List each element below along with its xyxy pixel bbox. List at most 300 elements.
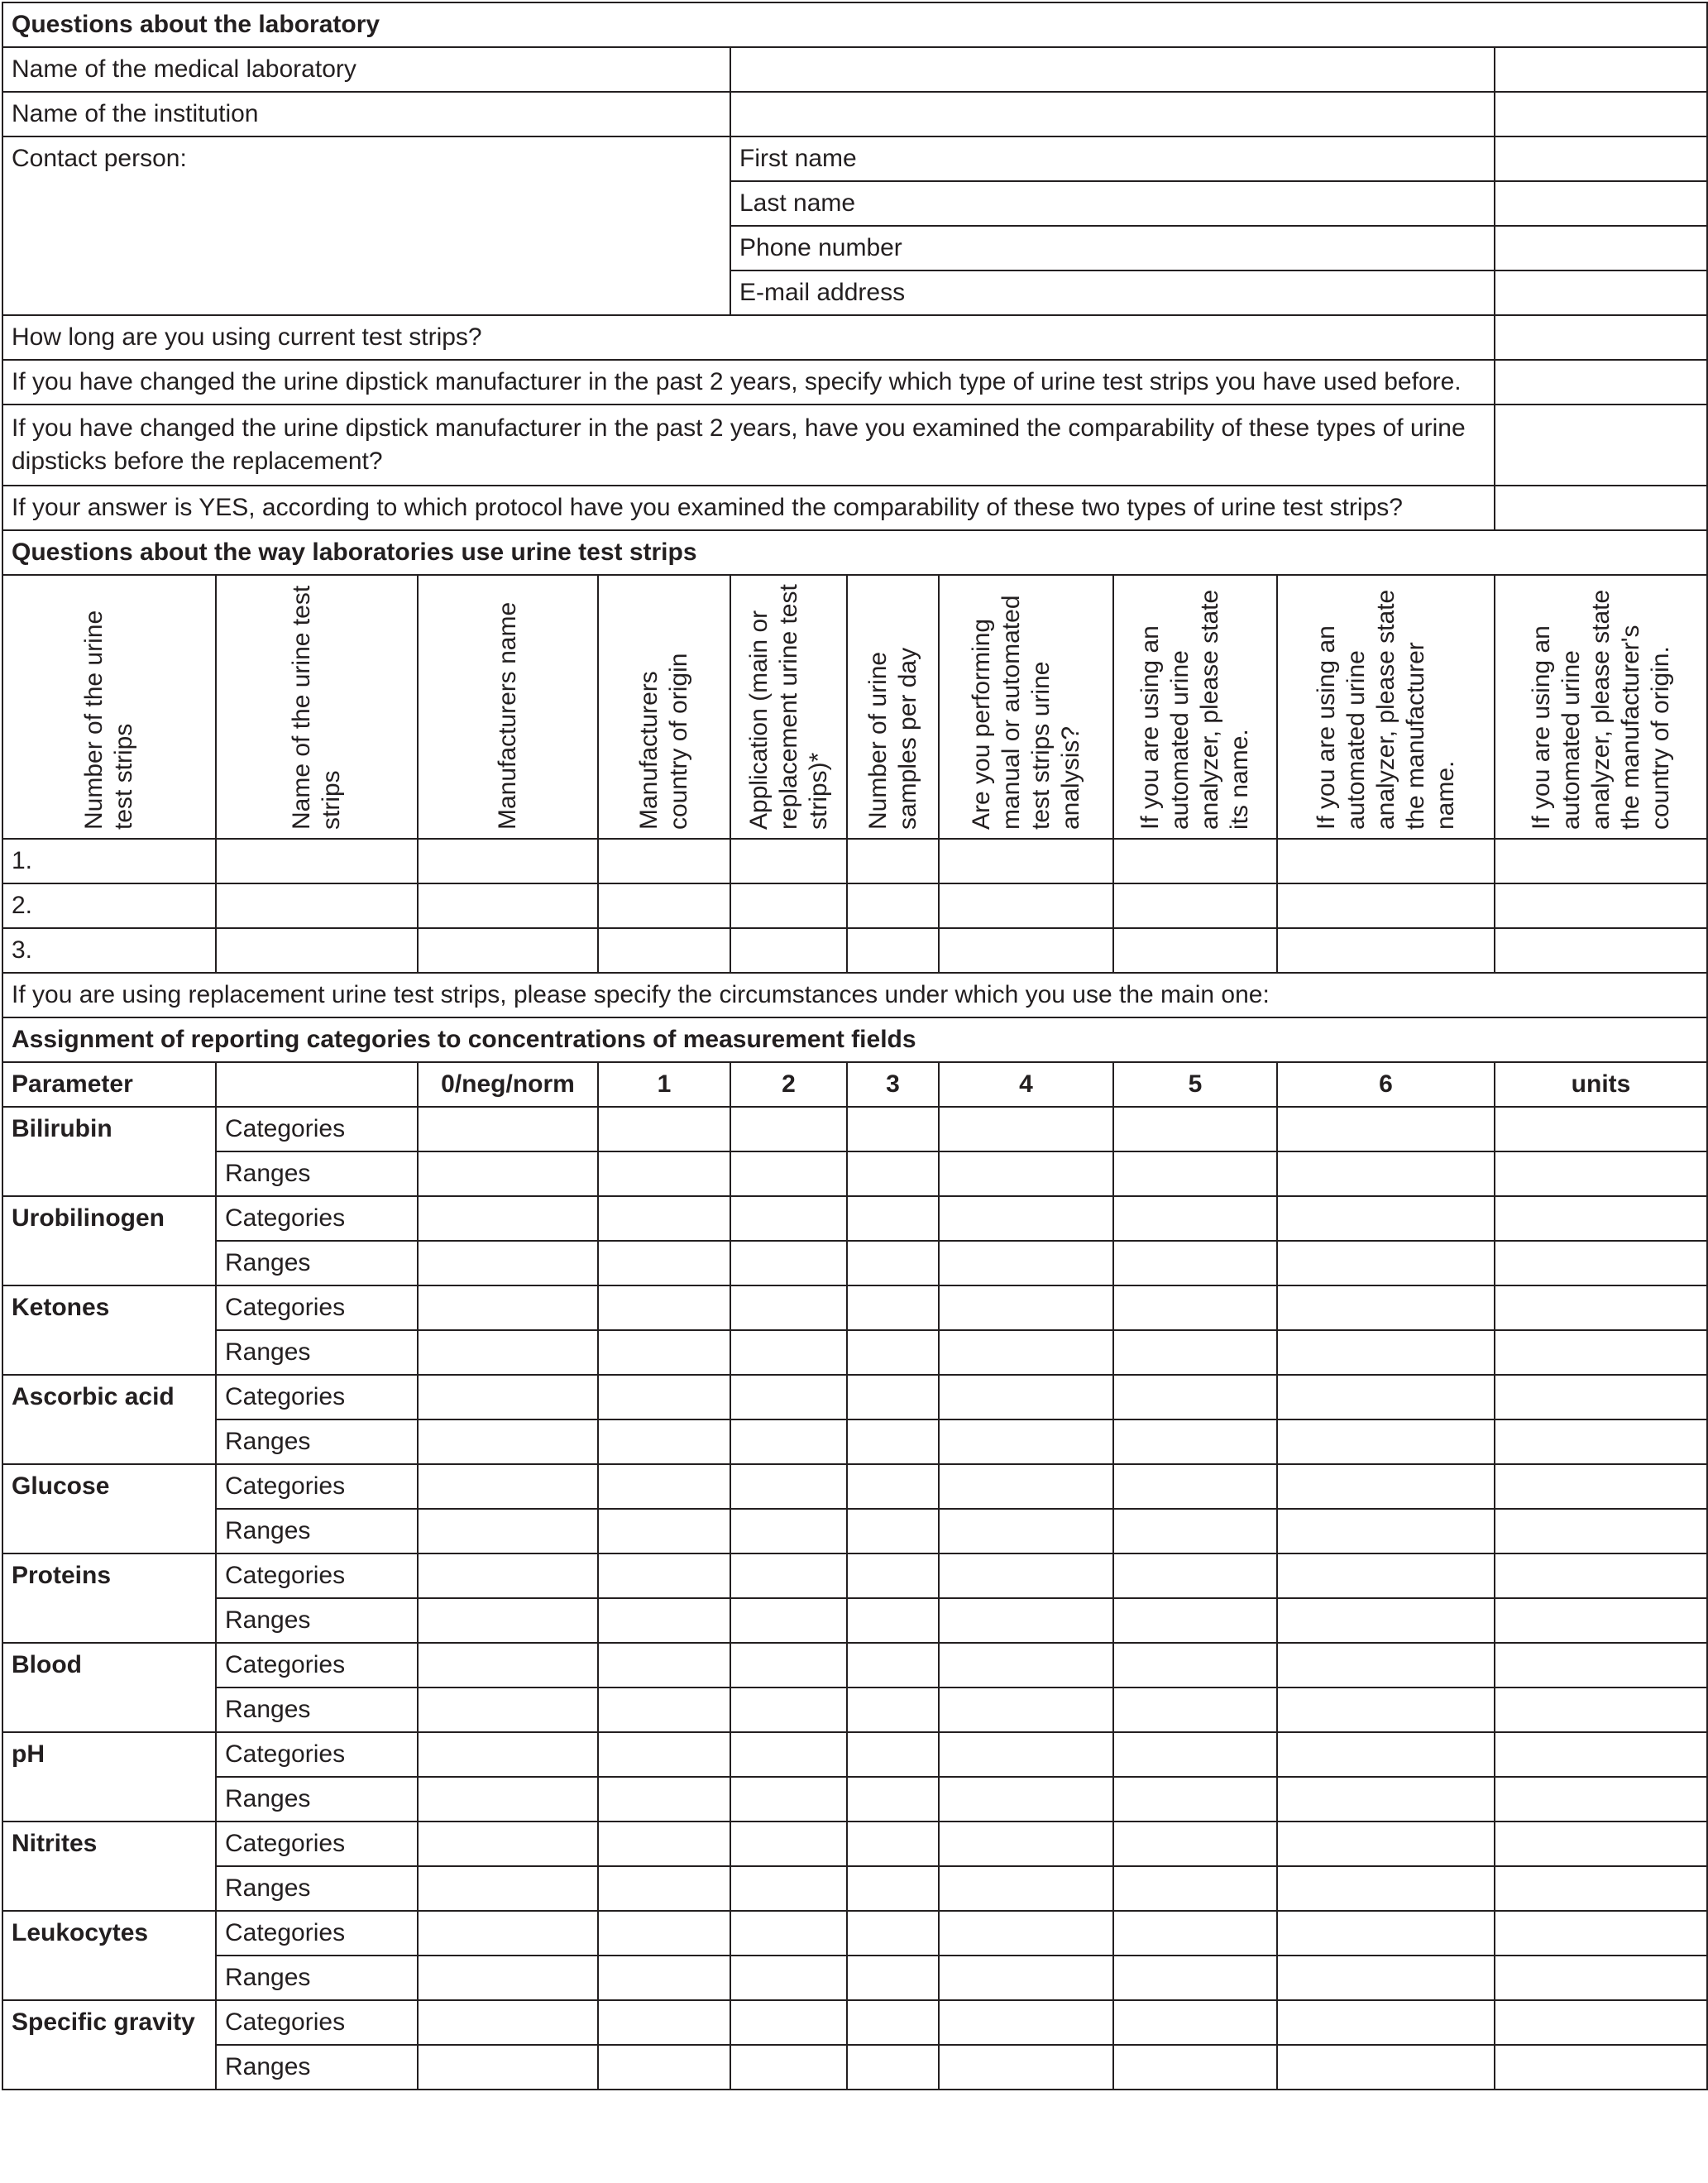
email-field[interactable]: [1495, 270, 1707, 315]
strip-entry-cell[interactable]: [598, 928, 730, 973]
parameter-value-cell[interactable]: [418, 1553, 598, 1598]
parameter-value-cell[interactable]: [418, 1598, 598, 1643]
phone-label: Phone number: [730, 226, 1495, 270]
ranges-label: Ranges: [216, 1241, 418, 1285]
parameter-value-cell[interactable]: [1277, 1956, 1495, 2000]
parameter-value-cell[interactable]: [1277, 1688, 1495, 1732]
units-header: units: [1495, 1062, 1707, 1107]
parameter-value-cell[interactable]: [1277, 1285, 1495, 1330]
parameter-value-cell[interactable]: [847, 1866, 939, 1911]
parameter-value-cell[interactable]: [1113, 1419, 1277, 1464]
parameter-value-cell[interactable]: [939, 1509, 1113, 1553]
lab-name-field[interactable]: [730, 47, 1495, 92]
parameter-value-cell[interactable]: [1495, 1375, 1707, 1419]
section1-title-row: [2, 2, 1707, 47]
parameter-value-cell[interactable]: [1495, 1419, 1707, 1464]
parameter-value-cell[interactable]: [730, 1196, 847, 1241]
strip-entry-cell[interactable]: [418, 883, 598, 928]
parameter-value-cell[interactable]: [847, 1509, 939, 1553]
ranges-label: Ranges: [216, 1598, 418, 1643]
institution-field[interactable]: [730, 92, 1495, 136]
comparability-question: If you have changed the urine dipstick manufacturer in the past 2 years, have you examined the comparability of these types of urine dipsticks before the replacement?: [2, 405, 1495, 486]
parameter-value-cell[interactable]: [1495, 1285, 1707, 1330]
parameter-value-cell[interactable]: [939, 1777, 1113, 1822]
parameter-value-cell[interactable]: [847, 1822, 939, 1866]
parameter-value-cell[interactable]: [847, 1330, 939, 1375]
parameter-value-cell[interactable]: [598, 1419, 730, 1464]
parameter-value-cell[interactable]: [598, 1598, 730, 1643]
parameter-value-cell[interactable]: [1277, 1598, 1495, 1643]
parameter-value-cell[interactable]: [1277, 1464, 1495, 1509]
parameter-value-cell[interactable]: [598, 1732, 730, 1777]
strip-entry-cell[interactable]: [939, 883, 1113, 928]
parameter-value-cell[interactable]: [1113, 1822, 1277, 1866]
strip-entry-number: 1.: [2, 839, 216, 883]
contact-person-label: Contact person:: [2, 136, 730, 315]
parameter-value-cell[interactable]: [1277, 1553, 1495, 1598]
parameter-value-cell[interactable]: [1113, 2000, 1277, 2045]
parameter-value-cell[interactable]: [1495, 1196, 1707, 1241]
parameter-value-cell[interactable]: [418, 1196, 598, 1241]
parameter-value-cell[interactable]: [418, 1911, 598, 1956]
parameter-value-cell[interactable]: [847, 1464, 939, 1509]
protocol-answer-field[interactable]: [1495, 486, 1707, 530]
parameter-value-cell[interactable]: [847, 1777, 939, 1822]
parameter-value-cell[interactable]: [939, 1732, 1113, 1777]
parameter-value-cell[interactable]: [1113, 1375, 1277, 1419]
parameter-value-cell[interactable]: [1495, 1598, 1707, 1643]
parameter-value-cell[interactable]: [598, 1643, 730, 1688]
strip-entry-cell[interactable]: [847, 883, 939, 928]
parameter-value-cell[interactable]: [418, 1151, 598, 1196]
strip-usage-column-label: If you are using an automated urine analyzer, please state its name.: [1136, 589, 1253, 830]
parameter-ranges-row: [2, 1688, 1707, 1732]
parameter-value-cell[interactable]: [847, 1598, 939, 1643]
parameter-categories-row: [2, 1285, 1707, 1330]
parameter-value-cell[interactable]: [418, 2000, 598, 2045]
institution-row: [2, 92, 1707, 136]
parameter-value-cell[interactable]: [1277, 1151, 1495, 1196]
parameter-value-cell[interactable]: [1113, 1464, 1277, 1509]
strip-usage-column-header: [216, 575, 418, 839]
section3-title: Assignment of reporting categories to concentrations of measurement fields: [2, 1017, 1707, 1062]
parameter-value-cell[interactable]: [730, 1911, 847, 1956]
replacement-note-row: [2, 973, 1707, 1017]
duration-answer-field[interactable]: [1495, 315, 1707, 360]
parameter-value-cell[interactable]: [939, 2045, 1113, 2090]
changed-row: [2, 360, 1707, 405]
parameter-value-cell[interactable]: [847, 1285, 939, 1330]
parameter-value-cell[interactable]: [730, 1732, 847, 1777]
parameter-categories-row: [2, 1553, 1707, 1598]
parameter-value-cell[interactable]: [847, 1375, 939, 1419]
parameter-value-cell[interactable]: [418, 1688, 598, 1732]
category-3-header: 3: [847, 1062, 939, 1107]
parameter-value-cell[interactable]: [1495, 1464, 1707, 1509]
lab-name-row: [2, 47, 1707, 92]
strip-usage-column-header: [1277, 575, 1495, 839]
parameter-value-cell[interactable]: [939, 1285, 1113, 1330]
strip-entry-cell[interactable]: [939, 839, 1113, 883]
parameter-value-cell[interactable]: [1277, 1866, 1495, 1911]
parameter-value-cell[interactable]: [1495, 1777, 1707, 1822]
changed-answer-field[interactable]: [1495, 360, 1707, 405]
first-name-field[interactable]: [1495, 136, 1707, 181]
parameter-value-cell[interactable]: [730, 1777, 847, 1822]
parameter-value-cell[interactable]: [1495, 1643, 1707, 1688]
strip-usage-column-label: Are you performing manual or automated test strips urine analysis?: [967, 595, 1084, 830]
strip-entry-cell[interactable]: [730, 883, 847, 928]
parameter-value-cell[interactable]: [598, 1196, 730, 1241]
last-name-label: Last name: [730, 181, 1495, 226]
neg-norm-header: 0/neg/norm: [418, 1062, 598, 1107]
categories-label: Categories: [216, 1732, 418, 1777]
parameter-value-cell[interactable]: [730, 1822, 847, 1866]
parameter-value-cell[interactable]: [939, 1419, 1113, 1464]
parameter-value-cell[interactable]: [939, 1911, 1113, 1956]
strip-entry-number: 2.: [2, 883, 216, 928]
parameter-value-cell[interactable]: [418, 1732, 598, 1777]
strip-usage-column-label: Name of the urine test strips: [288, 585, 345, 830]
categories-label: Categories: [216, 1911, 418, 1956]
strip-entry-cell[interactable]: [216, 839, 418, 883]
parameter-value-cell[interactable]: [598, 1241, 730, 1285]
strip-entry-number: 3.: [2, 928, 216, 973]
parameter-value-cell[interactable]: [1277, 1107, 1495, 1151]
parameter-value-cell[interactable]: [598, 1464, 730, 1509]
strip-usage-column-header: [1495, 575, 1707, 839]
parameter-value-cell[interactable]: [1113, 1107, 1277, 1151]
parameter-value-cell[interactable]: [730, 1419, 847, 1464]
strip-usage-column-header: [2, 575, 216, 839]
parameter-value-cell[interactable]: [847, 1643, 939, 1688]
parameter-value-cell[interactable]: [730, 1241, 847, 1285]
lab-name-extra-field[interactable]: [1495, 47, 1707, 92]
parameter-value-cell[interactable]: [730, 1598, 847, 1643]
parameter-value-cell[interactable]: [418, 1107, 598, 1151]
parameter-value-cell[interactable]: [1113, 1330, 1277, 1375]
parameter-value-cell[interactable]: [598, 2045, 730, 2090]
parameter-value-cell[interactable]: [847, 1241, 939, 1285]
parameter-value-cell[interactable]: [1277, 2045, 1495, 2090]
parameter-value-cell[interactable]: [730, 1956, 847, 2000]
parameter-value-cell[interactable]: [1277, 1419, 1495, 1464]
parameter-categories-row: [2, 1196, 1707, 1241]
parameter-value-cell[interactable]: [418, 1822, 598, 1866]
parameter-value-cell[interactable]: [847, 1107, 939, 1151]
parameter-value-cell[interactable]: [939, 2000, 1113, 2045]
parameter-value-cell[interactable]: [1495, 1509, 1707, 1553]
parameter-value-cell[interactable]: [939, 1643, 1113, 1688]
parameter-value-cell[interactable]: [418, 1509, 598, 1553]
parameter-value-cell[interactable]: [1113, 1688, 1277, 1732]
parameter-value-cell[interactable]: [1113, 1285, 1277, 1330]
parameter-value-cell[interactable]: [730, 2045, 847, 2090]
parameter-value-cell[interactable]: [939, 1598, 1113, 1643]
parameter-value-cell[interactable]: [847, 2000, 939, 2045]
strip-usage-column-header: [939, 575, 1113, 839]
strip-entry-cell[interactable]: [598, 883, 730, 928]
urine-strip-questionnaire-form: [2, 2, 1706, 2090]
parameter-value-cell[interactable]: [730, 1151, 847, 1196]
parameter-value-cell[interactable]: [418, 1866, 598, 1911]
strip-entry-cell[interactable]: [847, 839, 939, 883]
parameter-value-cell[interactable]: [1113, 1553, 1277, 1598]
parameter-value-cell[interactable]: [939, 1956, 1113, 2000]
parameter-value-cell[interactable]: [418, 1777, 598, 1822]
replacement-note[interactable]: If you are using replacement urine test strips, please specify the circumstances under which you use the main one:: [2, 973, 1707, 1017]
categories-label: Categories: [216, 1464, 418, 1509]
parameter-value-cell[interactable]: [847, 1688, 939, 1732]
parameter-value-cell[interactable]: [730, 1107, 847, 1151]
parameter-value-cell[interactable]: [418, 1956, 598, 2000]
parameter-value-cell[interactable]: [418, 1285, 598, 1330]
ranges-label: Ranges: [216, 2045, 418, 2090]
parameter-value-cell[interactable]: [1113, 1956, 1277, 2000]
parameter-value-cell[interactable]: [598, 1285, 730, 1330]
strip-entry-cell[interactable]: [1495, 883, 1707, 928]
strip-entry-cell[interactable]: [418, 839, 598, 883]
categories-label: Categories: [216, 1375, 418, 1419]
strip-entry-cell[interactable]: [216, 928, 418, 973]
parameter-value-cell[interactable]: [847, 1732, 939, 1777]
strip-entry-cell[interactable]: [1495, 839, 1707, 883]
strip-usage-column-header: [847, 575, 939, 839]
parameter-value-cell[interactable]: [1277, 1375, 1495, 1419]
strip-entry-cell[interactable]: [1277, 928, 1495, 973]
parameter-value-cell[interactable]: [598, 1688, 730, 1732]
parameter-value-cell[interactable]: [1113, 1866, 1277, 1911]
parameter-categories-row: [2, 1911, 1707, 1956]
parameter-value-cell[interactable]: [418, 2045, 598, 2090]
strip-usage-column-label: Number of urine samples per day: [864, 647, 921, 830]
strip-usage-column-label: Manufacturers country of origin: [635, 653, 692, 830]
strip-usage-column-header: [418, 575, 598, 839]
parameter-value-cell[interactable]: [939, 1464, 1113, 1509]
parameter-value-cell[interactable]: [418, 1375, 598, 1419]
parameter-value-cell[interactable]: [418, 1241, 598, 1285]
parameter-categories-row: [2, 1643, 1707, 1688]
parameter-value-cell[interactable]: [1277, 1241, 1495, 1285]
strip-entry-cell[interactable]: [1113, 928, 1277, 973]
parameter-ranges-row: [2, 1777, 1707, 1822]
strip-entry-cell[interactable]: [1277, 839, 1495, 883]
parameter-value-cell[interactable]: [939, 1107, 1113, 1151]
phone-field[interactable]: [1495, 226, 1707, 270]
parameter-value-cell[interactable]: [1495, 1107, 1707, 1151]
parameter-value-cell[interactable]: [598, 1911, 730, 1956]
parameter-value-cell[interactable]: [598, 1509, 730, 1553]
parameter-value-cell[interactable]: [598, 1822, 730, 1866]
category-5-header: 5: [1113, 1062, 1277, 1107]
first-name-label: First name: [730, 136, 1495, 181]
institution-extra-field[interactable]: [1495, 92, 1707, 136]
parameter-value-cell[interactable]: [847, 1911, 939, 1956]
category-2-header: 2: [730, 1062, 847, 1107]
parameter-value-cell[interactable]: [1113, 1196, 1277, 1241]
parameter-value-cell[interactable]: [598, 2000, 730, 2045]
strip-usage-column-label: Application (main or replacement urine test strips)*: [744, 584, 832, 830]
parameter-value-cell[interactable]: [598, 1151, 730, 1196]
parameter-value-cell[interactable]: [939, 1688, 1113, 1732]
parameter-ranges-row: [2, 1419, 1707, 1464]
section1-title: Questions about the laboratory: [2, 2, 1707, 47]
parameter-value-cell[interactable]: [939, 1241, 1113, 1285]
parameter-value-cell[interactable]: [1277, 1196, 1495, 1241]
parameter-name: Ketones: [2, 1285, 216, 1375]
strip-entry-cell[interactable]: [1113, 839, 1277, 883]
parameter-value-cell[interactable]: [939, 1375, 1113, 1419]
parameter-value-cell[interactable]: [847, 1956, 939, 2000]
categories-label: Categories: [216, 1643, 418, 1688]
strip-entry-cell[interactable]: [598, 839, 730, 883]
parameter-categories-row: [2, 1822, 1707, 1866]
strip-entry-cell[interactable]: [939, 928, 1113, 973]
strip-usage-column-label: Manufacturers name: [494, 601, 521, 830]
parameter-value-cell[interactable]: [730, 1866, 847, 1911]
parameter-value-cell[interactable]: [730, 1553, 847, 1598]
section2-title: Questions about the way laboratories use urine test strips: [2, 530, 1707, 575]
parameter-value-cell[interactable]: [1495, 1911, 1707, 1956]
parameter-value-cell[interactable]: [1113, 1777, 1277, 1822]
parameter-value-cell[interactable]: [1113, 1598, 1277, 1643]
parameter-value-cell[interactable]: [1495, 1822, 1707, 1866]
parameter-value-cell[interactable]: [1495, 1956, 1707, 2000]
parameter-name: Nitrites: [2, 1822, 216, 1911]
parameter-name: Proteins: [2, 1553, 216, 1643]
parameter-value-cell[interactable]: [598, 1330, 730, 1375]
strip-usage-column-label: If you are using an automated urine analyzer, please state the manufacturer name.: [1312, 589, 1459, 830]
parameter-value-cell[interactable]: [598, 1375, 730, 1419]
strip-entry-cell[interactable]: [730, 928, 847, 973]
parameter-value-cell[interactable]: [1113, 1241, 1277, 1285]
parameter-value-cell[interactable]: [1113, 1732, 1277, 1777]
lab-name-label: Name of the medical laboratory: [2, 47, 730, 92]
blank-header: [216, 1062, 418, 1107]
strip-entry-cell[interactable]: [730, 839, 847, 883]
parameter-name: Leukocytes: [2, 1911, 216, 2000]
parameter-value-cell[interactable]: [1495, 1151, 1707, 1196]
contact-first-name-row: [2, 136, 1707, 181]
parameter-value-cell[interactable]: [418, 1464, 598, 1509]
parameter-value-cell[interactable]: [847, 1151, 939, 1196]
parameter-value-cell[interactable]: [1277, 1330, 1495, 1375]
parameter-value-cell[interactable]: [939, 1151, 1113, 1196]
parameter-categories-row: [2, 1464, 1707, 1509]
parameter-value-cell[interactable]: [1113, 2045, 1277, 2090]
parameter-value-cell[interactable]: [1113, 1509, 1277, 1553]
parameter-categories-row: [2, 1107, 1707, 1151]
parameter-ranges-row: [2, 1509, 1707, 1553]
parameter-value-cell[interactable]: [1113, 1643, 1277, 1688]
strip-entry-cell[interactable]: [418, 928, 598, 973]
email-label: E-mail address: [730, 270, 1495, 315]
strip-usage-column-label: Number of the urine test strips: [80, 610, 137, 830]
parameter-name: Urobilinogen: [2, 1196, 216, 1285]
strip-entry-cell[interactable]: [216, 883, 418, 928]
parameter-value-cell[interactable]: [939, 1553, 1113, 1598]
parameter-value-cell[interactable]: [1495, 1688, 1707, 1732]
ranges-label: Ranges: [216, 1151, 418, 1196]
parameter-value-cell[interactable]: [1277, 2000, 1495, 2045]
parameter-value-cell[interactable]: [1277, 1732, 1495, 1777]
strip-entry-cell[interactable]: [1495, 928, 1707, 973]
parameter-value-cell[interactable]: [1277, 1822, 1495, 1866]
parameter-value-cell[interactable]: [939, 1330, 1113, 1375]
categories-label: Categories: [216, 1107, 418, 1151]
parameter-value-cell[interactable]: [1495, 1553, 1707, 1598]
strip-entry-cell[interactable]: [847, 928, 939, 973]
parameter-value-cell[interactable]: [1495, 1241, 1707, 1285]
parameter-value-cell[interactable]: [939, 1196, 1113, 1241]
parameter-value-cell[interactable]: [1113, 1911, 1277, 1956]
ranges-label: Ranges: [216, 1956, 418, 2000]
category-1-header: 1: [598, 1062, 730, 1107]
parameter-name: Ascorbic acid: [2, 1375, 216, 1464]
strip-entry-cell[interactable]: [1113, 883, 1277, 928]
parameter-value-cell[interactable]: [1495, 1732, 1707, 1777]
parameter-value-cell[interactable]: [939, 1866, 1113, 1911]
ranges-label: Ranges: [216, 1509, 418, 1553]
parameter-name: Blood: [2, 1643, 216, 1732]
categories-label: Categories: [216, 1553, 418, 1598]
parameter-value-cell[interactable]: [1495, 1330, 1707, 1375]
section2-title-row: [2, 530, 1707, 575]
comparability-answer-field[interactable]: [1495, 405, 1707, 486]
strip-entry-cell[interactable]: [1277, 883, 1495, 928]
parameter-value-cell[interactable]: [1495, 2045, 1707, 2090]
parameter-ranges-row: [2, 1956, 1707, 2000]
protocol-row: [2, 486, 1707, 530]
parameter-value-cell[interactable]: [939, 1822, 1113, 1866]
categories-label: Categories: [216, 1822, 418, 1866]
parameter-value-cell[interactable]: [598, 1107, 730, 1151]
parameter-value-cell[interactable]: [598, 1956, 730, 2000]
parameter-value-cell[interactable]: [1495, 2000, 1707, 2045]
parameter-value-cell[interactable]: [418, 1643, 598, 1688]
duration-question: How long are you using current test strips?: [2, 315, 1495, 360]
parameter-value-cell[interactable]: [1277, 1911, 1495, 1956]
parameter-value-cell[interactable]: [847, 1419, 939, 1464]
parameter-value-cell[interactable]: [730, 1688, 847, 1732]
parameter-name: Specific gravity: [2, 2000, 216, 2090]
parameter-value-cell[interactable]: [598, 1553, 730, 1598]
parameter-value-cell[interactable]: [418, 1419, 598, 1464]
parameter-value-cell[interactable]: [730, 1509, 847, 1553]
parameter-value-cell[interactable]: [847, 2045, 939, 2090]
parameter-value-cell[interactable]: [1495, 1866, 1707, 1911]
parameter-value-cell[interactable]: [730, 1464, 847, 1509]
parameter-value-cell[interactable]: [730, 1643, 847, 1688]
last-name-field[interactable]: [1495, 181, 1707, 226]
parameter-value-cell[interactable]: [730, 1330, 847, 1375]
changed-question: If you have changed the urine dipstick manufacturer in the past 2 years, specify which type of urine test strips you have used before.: [2, 360, 1495, 405]
parameter-value-cell[interactable]: [1277, 1509, 1495, 1553]
parameter-value-cell[interactable]: [847, 1553, 939, 1598]
parameter-value-cell[interactable]: [598, 1866, 730, 1911]
parameter-value-cell[interactable]: [730, 1375, 847, 1419]
parameter-value-cell[interactable]: [730, 1285, 847, 1330]
parameter-value-cell[interactable]: [847, 1196, 939, 1241]
parameter-value-cell[interactable]: [730, 2000, 847, 2045]
parameter-value-cell[interactable]: [598, 1777, 730, 1822]
strip-usage-column-header: [730, 575, 847, 839]
category-header-row: [2, 1062, 1707, 1107]
parameter-value-cell[interactable]: [1113, 1151, 1277, 1196]
parameter-value-cell[interactable]: [1277, 1643, 1495, 1688]
parameter-value-cell[interactable]: [1277, 1777, 1495, 1822]
parameter-value-cell[interactable]: [418, 1330, 598, 1375]
